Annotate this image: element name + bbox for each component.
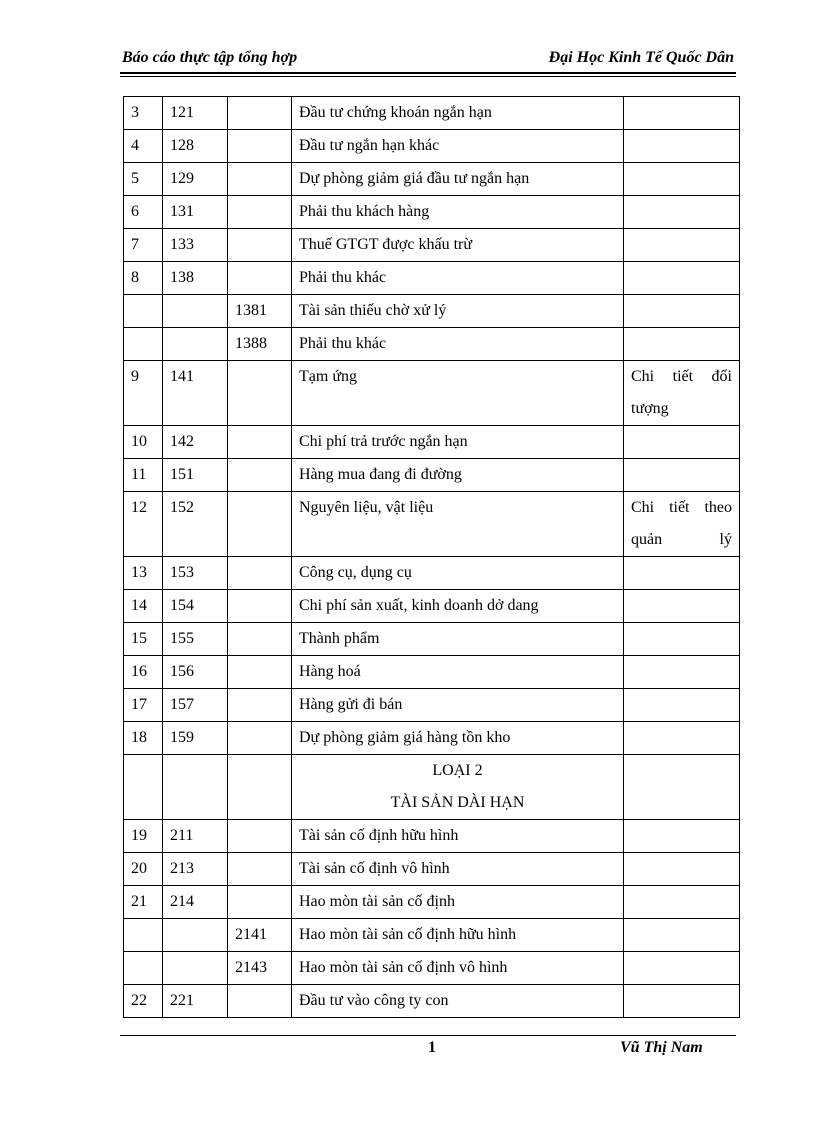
account-name: Chi phí trả trước ngắn hạn [292,426,624,459]
account-note [624,295,740,328]
account-level2: 1381 [228,295,292,328]
row-number: 17 [124,689,163,722]
section-title: TÀI SẢN DÀI HẠN [390,794,525,811]
account-name: Thành phẩm [292,623,624,656]
account-note [624,952,740,985]
table-row [124,689,740,722]
account-level2 [228,886,292,919]
account-level1: 121 [163,97,228,130]
account-note [624,328,740,361]
table-row [124,656,740,689]
account-name: Tài sản cố định vô hình [292,853,624,886]
account-level2 [228,163,292,196]
accounts-table-body [124,97,740,1018]
table-row [124,97,740,130]
account-level2 [228,492,292,557]
account-name: Chi phí sản xuất, kinh doanh dở dang [292,590,624,623]
account-note [624,656,740,689]
account-level1: 157 [163,689,228,722]
row-number [124,952,163,985]
account-level2 [228,722,292,755]
footer-divider [120,1035,736,1036]
account-level2: 1388 [228,328,292,361]
section-row [124,755,740,820]
table-row [124,853,740,886]
account-level2 [228,361,292,426]
account-note [624,196,740,229]
account-level2 [228,262,292,295]
account-name: Nguyên liệu, vật liệu [292,492,624,557]
account-level1: 141 [163,361,228,426]
account-note [624,163,740,196]
account-level2 [228,557,292,590]
account-note [624,886,740,919]
account-level1: 152 [163,492,228,557]
section-code: LOẠI 2 [432,762,483,779]
row-number: 8 [124,262,163,295]
account-level1: 133 [163,229,228,262]
account-note [624,426,740,459]
table-row [124,459,740,492]
account-note [624,820,740,853]
row-number: 5 [124,163,163,196]
row-number: 20 [124,853,163,886]
table-row [124,196,740,229]
table-row [124,952,740,985]
table-row [124,328,740,361]
account-level2: 2143 [228,952,292,985]
account-name: Phải thu khác [292,328,624,361]
account-level2 [228,985,292,1018]
account-level1: 151 [163,459,228,492]
table-row [124,557,740,590]
account-level2 [228,820,292,853]
row-number: 13 [124,557,163,590]
account-note [624,689,740,722]
account-level1: 221 [163,985,228,1018]
row-number: 10 [124,426,163,459]
account-level2 [228,97,292,130]
table-row [124,623,740,656]
row-number: 9 [124,361,163,426]
row-number [124,328,163,361]
empty-cell [163,755,228,820]
row-number [124,919,163,952]
section-heading [292,755,624,820]
account-level2 [228,656,292,689]
account-note [624,130,740,163]
account-level1 [163,952,228,985]
account-note [624,853,740,886]
row-number: 4 [124,130,163,163]
account-level2 [228,426,292,459]
table-row [124,229,740,262]
account-note [624,229,740,262]
account-note: Chi tiết đối tượng [624,361,740,426]
header-university: Đại Học Kinh Tế Quốc Dân [548,49,734,66]
row-number: 21 [124,886,163,919]
account-level1: 213 [163,853,228,886]
account-level1: 138 [163,262,228,295]
account-level1: 142 [163,426,228,459]
account-level1: 214 [163,886,228,919]
account-level1: 128 [163,130,228,163]
account-level2: 2141 [228,919,292,952]
account-name: Tạm ứng [292,361,624,426]
account-level2 [228,459,292,492]
account-level2 [228,853,292,886]
accounts-table [123,96,740,1018]
table-row [124,361,740,426]
empty-cell [228,755,292,820]
account-level2 [228,689,292,722]
header-report-title: Báo cáo thực tập tổng hợp [122,49,298,66]
footer-author: Vũ Thị Nam [620,1039,703,1056]
account-level1: 131 [163,196,228,229]
table-row [124,295,740,328]
account-note [624,722,740,755]
table-row [124,590,740,623]
account-level1: 211 [163,820,228,853]
account-name: Đầu tư ngắn hạn khác [292,130,624,163]
account-note [624,919,740,952]
row-number [124,295,163,328]
row-number: 16 [124,656,163,689]
account-level1 [163,295,228,328]
account-level2 [228,196,292,229]
account-name: Hao mòn tài sản cố định [292,886,624,919]
account-level1 [163,919,228,952]
row-number: 11 [124,459,163,492]
account-note [624,985,740,1018]
account-note [624,459,740,492]
account-name: Phải thu khách hàng [292,196,624,229]
account-note [624,97,740,130]
account-note [624,623,740,656]
account-name: Phải thu khác [292,262,624,295]
page-header [120,44,736,74]
account-name: Thuế GTGT được khấu trừ [292,229,624,262]
row-number: 3 [124,97,163,130]
row-number: 12 [124,492,163,557]
account-name: Tài sản thiếu chờ xử lý [292,295,624,328]
table-row [124,722,740,755]
account-note [624,590,740,623]
empty-cell [624,755,740,820]
account-name: Dự phòng giảm giá đầu tư ngắn hạn [292,163,624,196]
account-level1: 154 [163,590,228,623]
account-name: Hàng gửi đi bán [292,689,624,722]
account-note [624,557,740,590]
account-level2 [228,229,292,262]
row-number: 6 [124,196,163,229]
page-number: 1 [428,1039,436,1056]
account-level1: 159 [163,722,228,755]
row-number: 14 [124,590,163,623]
row-number: 7 [124,229,163,262]
table-row [124,262,740,295]
table-row [124,130,740,163]
account-level1 [163,328,228,361]
table-row [124,426,740,459]
account-level2 [228,130,292,163]
account-note [624,262,740,295]
row-number: 15 [124,623,163,656]
row-number: 22 [124,985,163,1018]
account-name: Hàng mua đang đi đường [292,459,624,492]
empty-cell [124,755,163,820]
account-name: Tài sản cố định hữu hình [292,820,624,853]
table-row [124,919,740,952]
account-level1: 156 [163,656,228,689]
row-number: 18 [124,722,163,755]
account-name: Hao mòn tài sản cố định hữu hình [292,919,624,952]
account-name: Hao mòn tài sản cố định vô hình [292,952,624,985]
account-name: Công cụ, dụng cụ [292,557,624,590]
account-note: Chi tiết theo quản lý [624,492,740,557]
account-level1: 129 [163,163,228,196]
account-level1: 155 [163,623,228,656]
table-row [124,163,740,196]
table-row [124,886,740,919]
table-row [124,985,740,1018]
header-divider [120,76,736,77]
row-number: 19 [124,820,163,853]
account-name: Đầu tư chứng khoán ngắn hạn [292,97,624,130]
account-level2 [228,623,292,656]
account-name: Dự phòng giảm giá hàng tồn kho [292,722,624,755]
account-name: Đầu tư vào công ty con [292,985,624,1018]
account-level1: 153 [163,557,228,590]
account-level2 [228,590,292,623]
account-name: Hàng hoá [292,656,624,689]
table-row [124,492,740,557]
table-row [124,820,740,853]
